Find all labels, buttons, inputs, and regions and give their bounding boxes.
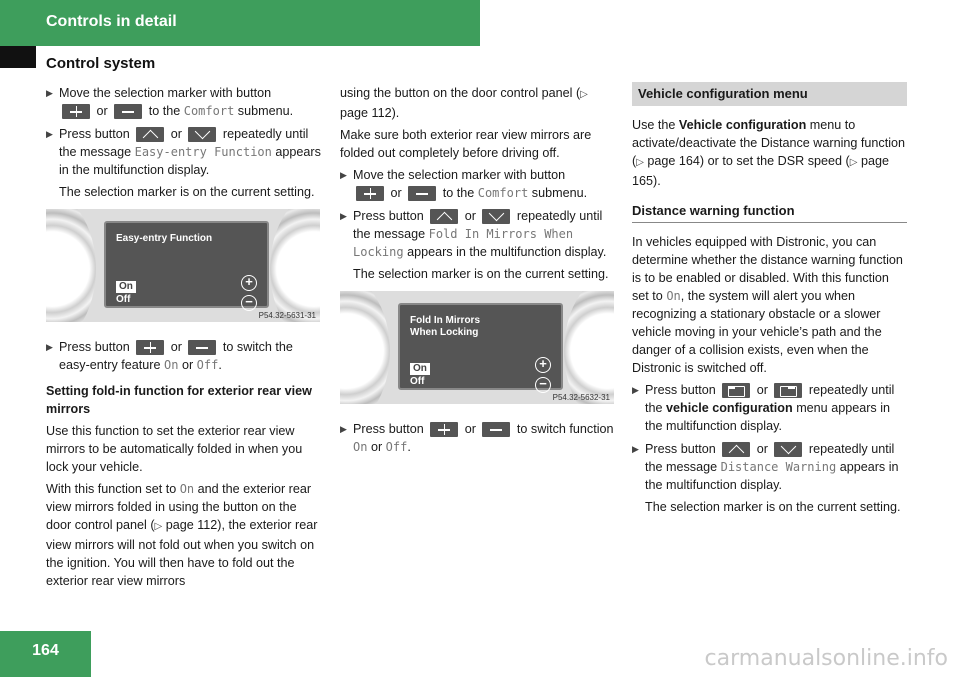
up-button-icon — [722, 442, 750, 457]
step-switch-easy-entry: ▶ Press button or to switch the easy-entry feature On or Off. — [46, 340, 293, 372]
step-arrow-icon: ▶ — [340, 170, 347, 180]
page-left-button-icon — [722, 383, 750, 398]
column-3 — [632, 84, 907, 521]
figure-code: P54.32-5632-31 — [552, 393, 610, 402]
paragraph: In vehicles equipped with Distronic, you can determine whether the distance warning function is to be enabled or disabled. With this function set to On, the system will alert you when recognizing a stationary obstacle or a slower vehicle moving in your vehicle’s path and the danger of a collision exists, even when the Distronic is switched off. — [632, 235, 903, 375]
instrument-dial-left — [340, 291, 390, 404]
note: The selection marker is on the current setting. — [353, 267, 609, 281]
step-press-until: ▶ Press button or repeatedly until the message Easy-entry Function appears in the multifunction display. The selection marker is on the current setting. — [46, 125, 324, 201]
multifunction-display — [104, 221, 269, 308]
paragraph: With this function set to On and the exterior rear view mirrors folded in using the button on the door control panel (▷ page 112), the exterior rear view mirrors will not fold out when you switch on the ignition. You will then have to fold out the exterior rear view mirrors — [46, 482, 318, 588]
page-ref-icon: ▷ — [580, 89, 588, 100]
page-number: 164 — [32, 642, 59, 659]
up-button-icon — [136, 127, 164, 142]
minus-button-icon — [482, 422, 510, 437]
watermark: carmanualsonline.info — [704, 646, 948, 671]
column-1 — [46, 84, 324, 594]
subheading-fold-in: Setting fold-in function for exterior rear view mirrors — [46, 384, 312, 416]
instrument-dial-right — [564, 291, 614, 404]
paragraph: Use the Vehicle configuration menu to activate/deactivate the Distance warning function (▷ page 164) or to set the DSR speed (▷ page 165). — [632, 118, 906, 188]
step-arrow-icon: ▶ — [632, 385, 639, 395]
plus-circle-icon: + — [241, 275, 257, 291]
corner-block — [0, 46, 36, 68]
plus-circle-icon: + — [535, 357, 551, 373]
note: The selection marker is on the current setting. — [59, 185, 315, 199]
note: The selection marker is on the current setting. — [645, 500, 901, 514]
menu-comfort: Comfort — [183, 104, 235, 118]
chapter-title: Controls in detail — [46, 13, 177, 30]
display-figure-easy-entry — [46, 209, 320, 322]
display-option-off: Off — [410, 376, 425, 387]
display-option-on: On — [410, 363, 430, 375]
step-press-vehicle-config: ▶ Press button or repeatedly until the vehicle configuration menu appears in the multifunction display. — [632, 383, 895, 433]
down-button-icon — [774, 442, 802, 457]
minus-button-icon — [408, 186, 436, 201]
step-move-marker: ▶ Move the selection marker with button or to the Comfort submenu. — [46, 86, 294, 118]
step-press-until: ▶ Press button or repeatedly until the message Fold In Mirrors When Locking appears in the multifunction display. The selection marker is on the current setting. — [340, 207, 615, 283]
step-arrow-icon: ▶ — [632, 444, 639, 454]
page-ref-icon: ▷ — [154, 521, 163, 532]
plus-button-icon — [356, 186, 384, 201]
minus-circle-icon: − — [535, 377, 551, 393]
down-button-icon — [188, 127, 216, 142]
display-option-off: Off — [116, 294, 131, 305]
section-title: Control system — [46, 55, 156, 72]
up-button-icon — [430, 209, 458, 224]
step-arrow-icon: ▶ — [46, 88, 53, 98]
down-button-icon — [482, 209, 510, 224]
instrument-dial-right — [270, 209, 320, 322]
menu-comfort: Comfort — [477, 186, 529, 200]
figure-code: P54.32-5631-31 — [258, 311, 316, 320]
paragraph: Use this function to set the exterior rear view mirrors to be automatically folded in when you lock your vehicle. — [46, 424, 303, 474]
minus-circle-icon: − — [241, 295, 257, 311]
multifunction-display — [398, 303, 563, 390]
column-2 — [340, 84, 615, 461]
page-ref-icon: ▷ — [636, 157, 644, 168]
step-arrow-icon: ▶ — [46, 129, 53, 139]
paragraph: using the button on the door control panel (▷ page 112). — [340, 86, 588, 120]
minus-button-icon — [114, 104, 142, 119]
display-message: Distance Warning — [720, 460, 837, 474]
page-ref-icon: ▷ — [849, 157, 858, 168]
step-arrow-icon: ▶ — [46, 342, 53, 352]
display-title: Fold In Mirrors When Locking — [410, 315, 480, 338]
display-title: Easy-entry Function — [116, 233, 213, 244]
plus-button-icon — [62, 104, 90, 119]
subheading-distance-warning: Distance warning function — [632, 202, 907, 223]
display-option-on: On — [116, 281, 136, 293]
step-move-marker: ▶ Move the selection marker with button or to the Comfort submenu. — [340, 168, 588, 200]
step-switch-function: ▶ Press button or to switch function On or Off. — [340, 422, 614, 454]
instrument-dial-left — [46, 209, 96, 322]
plus-button-icon — [136, 340, 164, 355]
display-message: Easy-entry Function — [134, 145, 272, 159]
plus-button-icon — [430, 422, 458, 437]
page-right-button-icon — [774, 383, 802, 398]
step-press-until: ▶ Press button or repeatedly until the message Distance Warning appears in the multifunction display. The selection marker is on the current setting. — [632, 440, 907, 516]
step-arrow-icon: ▶ — [340, 211, 347, 221]
minus-button-icon — [188, 340, 216, 355]
step-arrow-icon: ▶ — [340, 424, 347, 434]
display-message: Fold In Mirrors When Locking — [353, 227, 574, 259]
box-heading-vehicle-config: Vehicle configuration menu — [632, 82, 907, 106]
paragraph: Make sure both exterior rear view mirrors are folded out completely before driving off. — [340, 128, 592, 160]
display-figure-fold-mirrors — [340, 291, 614, 404]
